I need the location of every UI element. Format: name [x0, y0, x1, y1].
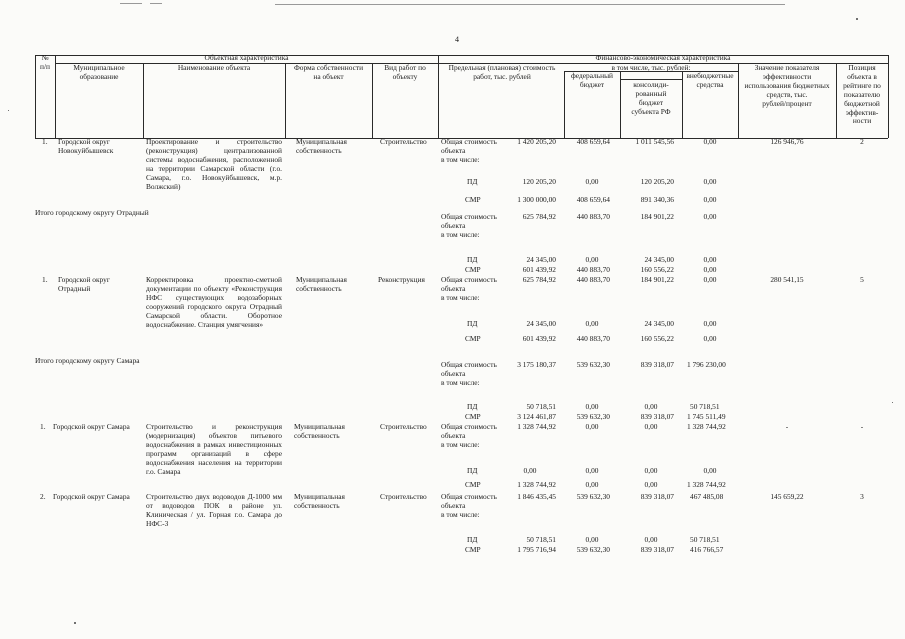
smr-offbudget: 0,00 [703, 334, 717, 343]
pd-federal: 0,00 [585, 402, 599, 411]
smr-total: 3 124 461,87 [517, 412, 556, 421]
row-ownership: Муниципальная собственность [296, 275, 347, 293]
smr-total: 601 439,92 [522, 334, 556, 343]
row-consolidated: 184 901,22 [640, 212, 674, 221]
row-federal: 0,00 [585, 422, 599, 431]
smr-label: СМР [465, 265, 481, 274]
row-efficiency: 280 541,15 [770, 275, 804, 284]
smr-federal: 408 659,64 [576, 195, 610, 204]
scan-artifact [120, 3, 142, 4]
row-municipality: Городской округ Отрадный [58, 275, 110, 293]
smr-consolidated: 160 556,22 [640, 265, 674, 274]
pd-consolidated: 24 345,00 [644, 319, 674, 328]
smr-label: СМР [465, 195, 481, 204]
row-total-label: Общая стоимость объекта в том числе: [441, 137, 497, 164]
scan-speck [8, 110, 9, 111]
smr-federal: 440 883,70 [576, 265, 610, 274]
smr-federal: 539 632,30 [576, 545, 610, 554]
pd-offbudget: 50 718,51 [690, 402, 720, 411]
pd-label: ПД [467, 535, 478, 544]
pd-total: 24 345,00 [526, 255, 556, 264]
header-incl: в том числе, тыс. рублей: [611, 63, 691, 72]
header-efficiency: Значение показателя эффективности использования бюджетных средств, тыс. рублей/процент [744, 63, 830, 108]
smr-label: СМР [465, 334, 481, 343]
pd-label: ПД [467, 466, 478, 475]
row-object-name: Строительство и реконструкция (модернизация) объектов питьевого водоснабжения в рамках инвестиционных программ организаций в сфере водоснабжения населения на территории г.о. Самара [146, 422, 282, 476]
row-total-label: Общая стоимость объекта в том числе: [441, 212, 497, 239]
smr-federal: 0,00 [585, 480, 599, 489]
scan-speck [856, 18, 858, 20]
header-position: Позиция объекта в рейтинге по показателю бюджетной эффектив- ности [843, 63, 881, 126]
pd-federal: 0,00 [585, 319, 599, 328]
row-efficiency: 126 946,76 [770, 137, 804, 146]
row-ownership: Муниципальная собственность [294, 492, 345, 510]
smr-federal: 539 632,30 [576, 412, 610, 421]
pd-offbudget: 0,00 [703, 319, 717, 328]
pd-label: ПД [467, 177, 478, 186]
header-work-type: Вид работ по объекту [384, 63, 426, 81]
row-num: 2. [40, 492, 46, 501]
row-consolidated: 839 318,07 [640, 492, 674, 501]
smr-total: 601 439,92 [522, 265, 556, 274]
row-work-type: Реконструкция [378, 275, 425, 284]
pd-consolidated: 0,00 [644, 466, 658, 475]
smr-total: 1 300 000,00 [517, 195, 556, 204]
row-offbudget: 0,00 [703, 212, 717, 221]
pd-offbudget: 0,00 [703, 177, 717, 186]
smr-consolidated: 839 318,07 [640, 545, 674, 554]
scan-artifact [150, 3, 162, 4]
pd-offbudget: 50 718,51 [690, 535, 720, 544]
scan-speck [74, 622, 76, 624]
smr-offbudget: 416 766,57 [690, 545, 724, 554]
row-offbudget: 467 485,08 [690, 492, 724, 501]
row-total-label: Общая стоимость объекта в том числе: [441, 360, 497, 387]
pd-federal: 0,00 [585, 255, 599, 264]
smr-offbudget: 0,00 [703, 195, 717, 204]
smr-label: СМР [465, 545, 481, 554]
pd-total: 50 718,51 [526, 402, 556, 411]
smr-label: СМР [465, 412, 481, 421]
smr-consolidated: 0,00 [644, 480, 658, 489]
pd-consolidated: 0,00 [644, 402, 658, 411]
header-object-group: Объектная характеристика [204, 53, 289, 62]
row-total-cost: 3 175 180,37 [517, 360, 556, 369]
smr-consolidated: 160 556,22 [640, 334, 674, 343]
row-total-label: Общая стоимость объекта в том числе: [441, 422, 497, 449]
subtotal-title: Итого городскому округу Отрадный [35, 208, 149, 217]
row-efficiency: 145 659,22 [770, 492, 804, 501]
header-federal: федеральный бюджет [571, 71, 613, 89]
row-position: 2 [860, 137, 864, 146]
row-position: 5 [860, 275, 864, 284]
row-federal: 440 883,70 [576, 275, 610, 284]
row-ownership: Муниципальная собственность [296, 137, 347, 155]
smr-offbudget: 1 328 744,92 [687, 480, 726, 489]
pd-label: ПД [467, 319, 478, 328]
row-total-cost: 1 420 205,20 [517, 137, 556, 146]
row-position: 3 [860, 492, 864, 501]
row-federal: 440 883,70 [576, 212, 610, 221]
row-municipality: Городской округ Самара [53, 492, 130, 501]
pd-federal: 0,00 [585, 177, 599, 186]
smr-total: 1 328 744,92 [517, 480, 556, 489]
row-consolidated: 839 318,07 [640, 360, 674, 369]
row-object-name: Проектирование и строительство (реконструкция) централизованной системы водоснабжения, расположенной на территории Самарской области (г.о. Самара, г.о. Новокуйбышевск, м.р. Волжский) [146, 137, 282, 191]
scan-speck [892, 402, 893, 403]
pd-label: ПД [467, 255, 478, 264]
row-total-cost: 625 784,92 [522, 212, 556, 221]
pd-federal: 0,00 [585, 535, 599, 544]
header-object-name: Наименование объекта [177, 63, 251, 72]
row-total-cost: 1 846 435,45 [517, 492, 556, 501]
row-work-type: Строительство [380, 492, 427, 501]
smr-offbudget: 1 745 511,49 [687, 412, 726, 421]
smr-offbudget: 0,00 [703, 265, 717, 274]
pd-total: 24 345,00 [526, 319, 556, 328]
row-consolidated: 184 901,22 [640, 275, 674, 284]
row-efficiency: - [785, 422, 789, 431]
page-number: 4 [455, 35, 459, 44]
row-ownership: Муниципальная собственность [294, 422, 345, 440]
scan-artifact [275, 4, 785, 5]
row-work-type: Строительство [380, 137, 427, 146]
row-num: 1. [40, 422, 46, 431]
subtotal-title: Итого городскому округу Самара [35, 356, 140, 365]
header-finance-group: Финансово-экономическая характеристика [595, 53, 731, 62]
row-municipality: Городской округ Самара [53, 422, 130, 431]
pd-consolidated: 0,00 [644, 535, 658, 544]
row-object-name: Строительство двух водоводов Д-1000 мм от водоводов ПОК в районе ул. Клиническая / ул. Горная г.о. Самара до НФС-3 [146, 492, 282, 528]
row-consolidated: 1 011 545,56 [635, 137, 674, 146]
smr-label: СМР [465, 480, 481, 489]
row-offbudget: 0,00 [703, 275, 717, 284]
pd-consolidated: 24 345,00 [644, 255, 674, 264]
smr-federal: 440 883,70 [576, 334, 610, 343]
row-federal: 408 659,64 [576, 137, 610, 146]
row-num: 1. [42, 137, 48, 146]
row-offbudget: 0,00 [703, 137, 717, 146]
pd-total: 0,00 [523, 466, 537, 475]
row-object-name: Корректировка проектно-сметной документации по объекту «Реконструкция НФС существующих водозаборных сооружений городского округа Отрадный Самарской области. Оборотное водоснабжение. Станция умягчения» [146, 275, 282, 329]
header-num: № п/п [40, 53, 50, 71]
row-position: - [860, 422, 864, 431]
row-num: 1. [42, 275, 48, 284]
pd-offbudget: 0,00 [703, 255, 717, 264]
header-consolidated: консолиди- рованный бюджет субъекта РФ [631, 80, 671, 116]
row-total-cost: 1 328 744,92 [517, 422, 556, 431]
row-federal: 539 632,30 [576, 492, 610, 501]
smr-consolidated: 839 318,07 [640, 412, 674, 421]
row-federal: 539 632,30 [576, 360, 610, 369]
row-offbudget: 1 328 744,92 [687, 422, 726, 431]
row-work-type: Строительство [380, 422, 427, 431]
header-ownership: Форма собственности на объект [293, 63, 364, 81]
pd-label: ПД [467, 402, 478, 411]
pd-federal: 0,00 [585, 466, 599, 475]
header-max-cost: Предельная (плановая) стоимость работ, тыс. рублей [448, 63, 556, 81]
smr-total: 1 795 716,94 [517, 545, 556, 554]
header-municipality: Муниципальное образование [73, 63, 125, 81]
pd-total: 50 718,51 [526, 535, 556, 544]
row-total-label: Общая стоимость объекта в том числе: [441, 275, 497, 302]
smr-consolidated: 891 340,36 [640, 195, 674, 204]
pd-offbudget: 0,00 [703, 466, 717, 475]
header-offbudget: внебюджетные средства [686, 71, 734, 89]
pd-total: 120 205,20 [522, 177, 556, 186]
pd-consolidated: 120 205,20 [640, 177, 674, 186]
row-total-cost: 625 784,92 [522, 275, 556, 284]
row-total-label: Общая стоимость объекта в том числе: [441, 492, 497, 519]
row-municipality: Городской округ Новокуйбышевск [58, 137, 114, 155]
row-consolidated: 0,00 [644, 422, 658, 431]
row-offbudget: 1 796 230,00 [687, 360, 726, 369]
